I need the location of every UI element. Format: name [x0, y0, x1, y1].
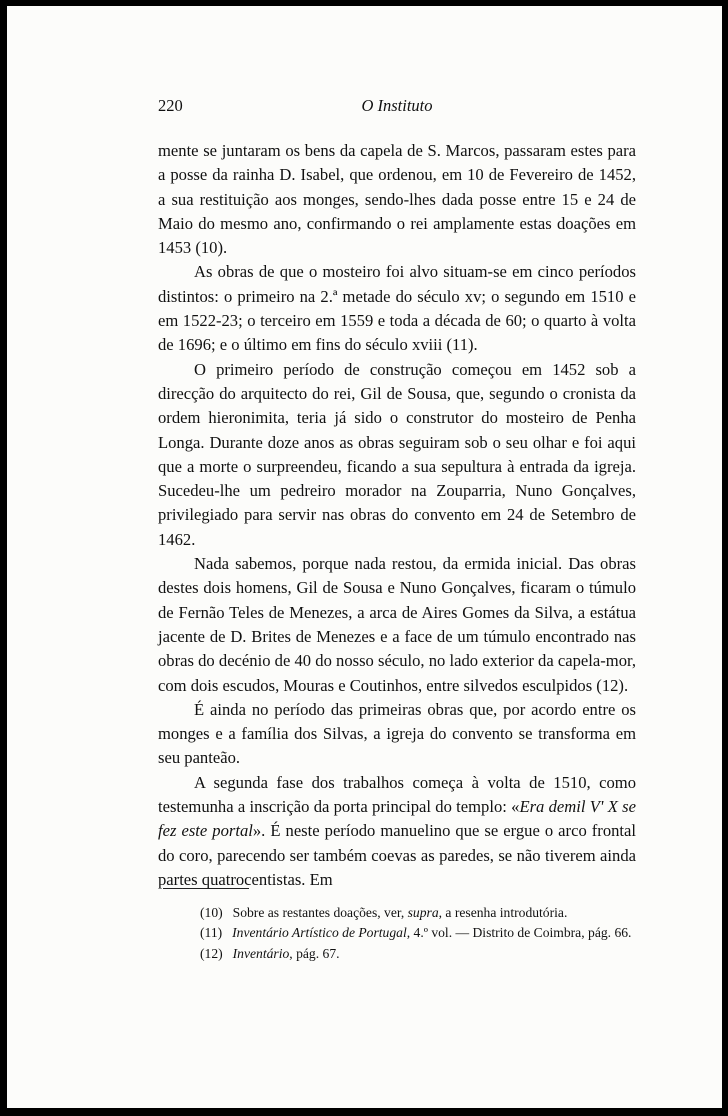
footnote: [158, 944, 636, 964]
footnote-text: , pág. 67.: [289, 945, 340, 961]
footnote: [158, 923, 636, 943]
footnote-text: , 4.º vol. — Distrito de Coimbra, pág. 66.: [406, 925, 632, 941]
footnote-divider: [163, 888, 249, 889]
main-text: [158, 139, 636, 892]
paragraph: Nada sabemos, porque nada restou, da ermida inicial. Das obras destes dois homens, Gil de Sousa e Nuno Gonçalves, ficaram o túmulo de Fernão Teles de Menezes, a arca de Aires Gomes da Silva, a estátua jacente de D. Brites de Menezes e a face de um túmulo encontrado nas obras do decénio de 40 do nosso século, no lado exterior da capela-mor, com dois escudos, Mouras e Coutinhos, entre silvedos esculpidos (12).: [158, 554, 636, 695]
page-header: [158, 96, 636, 120]
footnote-number: (12): [200, 945, 223, 961]
footnote-text: , a resenha introdutória.: [438, 905, 568, 920]
paragraph-text: A segunda fase dos trabalhos começa à volta de 1510, como testemunha a inscrição da porta principal do templo: «: [158, 772, 636, 817]
footnote-text: Sobre as restantes doações, ver,: [232, 905, 408, 920]
paragraph: O primeiro período de construção começou em 1452 sob a direcção do arquitecto do rei, Gil de Sousa, que, segundo o cronista da ordem hieronimita, teria já sido o construtor do mosteiro de Penha Longa. Durante doze anos as obras seguiram sob o seu olhar e foi aqui que a morte o surpreendeu, ficando a sua sepultura à entrada da igreja. Sucedeu-lhe um pedreiro morador na Zouparria, Nuno Gonçalves, privilegiado para servir nas obras do convento em 24 de Setembro de 1462.: [158, 359, 636, 549]
footnote-number: (10): [200, 905, 223, 920]
running-title: O Instituto: [361, 96, 433, 115]
paragraph: [158, 771, 636, 892]
footnote-italic: supra: [407, 905, 439, 920]
paragraph: É ainda no período das primeiras obras que, por acordo entre os monges e a família dos Silvas, a igreja do convento se transforma em seu panteão.: [158, 699, 636, 768]
portal-inscription-quote: Era demil V' X se fez este portal: [158, 797, 636, 841]
page-number: 220: [158, 96, 183, 115]
paragraph: mente se juntaram os bens da capela de S. Marcos, passaram estes para a posse da rainha D. Isabel, que ordenou, em 10 de Fevereiro de 1452, a sua restituição aos monges, sendo-lhes dada posse entre 15 e 24 de Maio do mesmo ano, confirmando o rei amplamente estas doações em 1453 (10).: [158, 141, 636, 258]
footnotes: [158, 903, 636, 964]
paragraph: As obras de que o mosteiro foi alvo situam-se em cinco períodos distintos: o primeiro na 2.ª metade do século xv; o segundo em 1510 e em 1522-23; o terceiro em 1559 e toda a década de 60; o quarto à volta de 1696; e o último em fins do século xviii (11).: [158, 262, 636, 355]
footnote: [158, 903, 636, 923]
paragraph-text: ». É neste período manuelino que se ergue o arco frontal do coro, parecendo ser também coevas as paredes, se não tiverem ainda partes quatrocentistas. Em: [158, 821, 636, 889]
footnote-italic: Inventário: [232, 945, 290, 961]
footnote-italic: Inventário Artístico de Portugal: [232, 925, 407, 941]
footnote-number: (11): [200, 925, 223, 941]
